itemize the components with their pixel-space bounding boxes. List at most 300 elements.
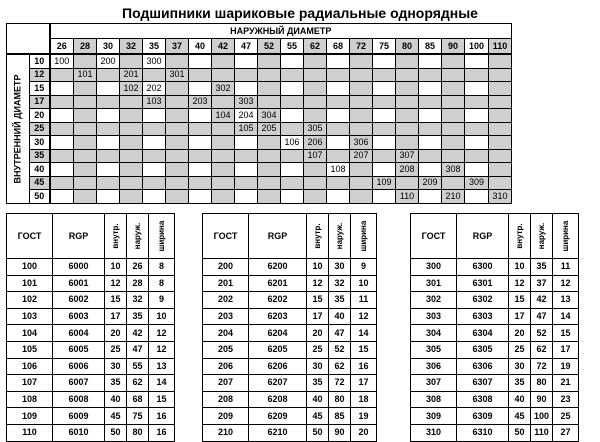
outer-diameter-header: 80	[396, 39, 419, 55]
series-100-table	[6, 213, 175, 442]
column-header-text: ширина	[358, 220, 368, 252]
inner-diameter-header: 20	[30, 109, 50, 123]
table-cell: 47	[127, 341, 149, 358]
matrix-cell: 204	[235, 109, 258, 123]
matrix-cell	[143, 190, 166, 204]
matrix-cell: 305	[304, 122, 327, 136]
outer-diameter-header: 37	[166, 39, 189, 55]
matrix-cell	[258, 136, 281, 150]
table-cell: 107	[7, 375, 53, 392]
table-cell: 72	[329, 375, 351, 392]
matrix-cell	[74, 54, 97, 68]
matrix-cell	[396, 136, 419, 150]
table-cell: 307	[411, 375, 457, 392]
table-row	[203, 408, 377, 425]
table-cell: 6009	[53, 408, 105, 425]
table-cell: 40	[307, 391, 329, 408]
table-row	[411, 259, 579, 276]
table-cell: 6006	[53, 358, 105, 375]
table-row	[411, 325, 579, 342]
matrix-cell	[235, 136, 258, 150]
table-cell: 35	[509, 375, 531, 392]
table-cell: 23	[553, 391, 579, 408]
table-row	[203, 424, 377, 441]
matrix-cell	[465, 122, 489, 136]
table-cell: 103	[7, 308, 53, 325]
table-cell: 9	[149, 292, 175, 309]
table-cell: 203	[203, 308, 249, 325]
table-cell: 6308	[457, 391, 509, 408]
column-header-text: внутр.	[312, 223, 322, 249]
outer-diameter-header: 42	[212, 39, 235, 55]
inner-diameter-header: 35	[30, 149, 50, 163]
matrix-cell	[396, 95, 419, 109]
column-header: ГОСТ	[203, 214, 249, 259]
matrix-cell	[235, 149, 258, 163]
outer-diameter-header: 28	[74, 39, 97, 55]
table-cell: 13	[149, 358, 175, 375]
table-cell: 32	[127, 292, 149, 309]
table-row	[411, 375, 579, 392]
table-row	[203, 308, 377, 325]
page-title: Подшипники шариковые радиальные однорядные	[122, 5, 478, 21]
table-cell: 45	[509, 408, 531, 425]
matrix-cell: 206	[304, 136, 327, 150]
outer-diameter-header: 52	[258, 39, 281, 55]
table-cell: 6201	[249, 275, 307, 292]
matrix-cell	[373, 190, 396, 204]
matrix-cell: 310	[489, 190, 512, 204]
matrix-cell	[74, 122, 97, 136]
matrix-cell	[189, 136, 212, 150]
table-cell: 35	[127, 308, 149, 325]
table-cell: 16	[149, 408, 175, 425]
matrix-cell	[350, 109, 373, 123]
matrix-cell	[143, 163, 166, 177]
matrix-cell	[166, 176, 189, 190]
matrix-cell	[166, 95, 189, 109]
matrix-cell: 104	[212, 109, 235, 123]
series-300-table	[410, 213, 579, 442]
matrix-cell	[304, 95, 327, 109]
column-header	[329, 214, 351, 259]
table-cell: 14	[351, 325, 377, 342]
matrix-cell	[465, 109, 489, 123]
table-cell: 15	[149, 391, 175, 408]
matrix-cell: 300	[143, 54, 166, 68]
matrix-cell	[419, 136, 442, 150]
matrix-row	[7, 163, 512, 177]
matrix-cell	[189, 176, 212, 190]
matrix-cell	[189, 190, 212, 204]
table-cell: 6309	[457, 408, 509, 425]
matrix-cell	[258, 163, 281, 177]
table-cell: 6204	[249, 325, 307, 342]
matrix-cell	[166, 54, 189, 68]
matrix-cell	[212, 163, 235, 177]
matrix-cell	[350, 95, 373, 109]
table-cell: 14	[553, 308, 579, 325]
table-cell: 12	[509, 275, 531, 292]
table-row	[411, 391, 579, 408]
table-cell: 90	[329, 424, 351, 441]
matrix-cell	[373, 122, 396, 136]
table-cell: 10	[307, 259, 329, 276]
table-cell: 309	[411, 408, 457, 425]
matrix-cell: 304	[258, 109, 281, 123]
table-cell: 105	[7, 341, 53, 358]
table-cell: 45	[307, 408, 329, 425]
matrix-cell	[442, 82, 465, 96]
table-cell: 104	[7, 325, 53, 342]
column-header-text: ширина	[156, 220, 166, 252]
matrix-cell	[120, 176, 143, 190]
matrix-cell	[74, 82, 97, 96]
inner-diameter-label	[7, 54, 30, 203]
matrix-cell	[304, 109, 327, 123]
table-row	[7, 292, 175, 309]
table-cell: 35	[329, 292, 351, 309]
table-cell: 6210	[249, 424, 307, 441]
table-cell: 15	[509, 292, 531, 309]
matrix-cell	[212, 68, 235, 82]
matrix-cell	[465, 68, 489, 82]
column-header-text: наруж.	[536, 222, 546, 250]
matrix-cell	[189, 163, 212, 177]
table-cell: 40	[329, 308, 351, 325]
table-cell: 25	[307, 341, 329, 358]
table-cell: 207	[203, 375, 249, 392]
matrix-cell	[74, 136, 97, 150]
matrix-cell	[120, 136, 143, 150]
table-cell: 8	[149, 259, 175, 276]
matrix-cell	[281, 176, 304, 190]
matrix-cell	[419, 54, 442, 68]
matrix-cell	[212, 122, 235, 136]
matrix-cell	[373, 95, 396, 109]
matrix-cell	[304, 190, 327, 204]
column-header: RGP	[53, 214, 105, 259]
matrix-cell	[189, 149, 212, 163]
table-cell: 62	[531, 341, 553, 358]
matrix-cell	[489, 136, 512, 150]
matrix-cell	[97, 122, 120, 136]
matrix-cell	[97, 95, 120, 109]
matrix-cell	[350, 163, 373, 177]
matrix-cell	[327, 95, 350, 109]
matrix-cell	[373, 163, 396, 177]
matrix-cell	[281, 82, 304, 96]
matrix-cell	[350, 68, 373, 82]
matrix-cell	[97, 163, 120, 177]
column-header	[149, 214, 175, 259]
matrix-cell	[120, 54, 143, 68]
matrix-cell	[50, 122, 74, 136]
matrix-cell	[74, 176, 97, 190]
table-cell: 6306	[457, 358, 509, 375]
matrix-cell: 307	[396, 149, 419, 163]
column-header	[531, 214, 553, 259]
table-cell: 85	[329, 408, 351, 425]
table-cell: 100	[531, 408, 553, 425]
matrix-cell	[489, 176, 512, 190]
table-row	[203, 375, 377, 392]
matrix-cell	[419, 149, 442, 163]
table-cell: 35	[105, 375, 127, 392]
table-cell: 47	[329, 325, 351, 342]
table-row	[411, 308, 579, 325]
table-cell: 32	[329, 275, 351, 292]
table-row	[203, 358, 377, 375]
table-cell: 47	[531, 308, 553, 325]
outer-diameter-header: 72	[350, 39, 373, 55]
matrix-cell	[212, 136, 235, 150]
matrix-cell	[465, 190, 489, 204]
table-cell: 37	[531, 275, 553, 292]
matrix-cell	[143, 122, 166, 136]
outer-diameter-header: 30	[97, 39, 120, 55]
matrix-cell	[442, 136, 465, 150]
table-cell: 12	[351, 308, 377, 325]
table-cell: 52	[329, 341, 351, 358]
table-cell: 62	[329, 358, 351, 375]
matrix-cell	[304, 163, 327, 177]
matrix-cell	[212, 95, 235, 109]
matrix-cell	[489, 149, 512, 163]
matrix-cell: 303	[235, 95, 258, 109]
matrix-cell: 108	[327, 163, 350, 177]
matrix-cell	[235, 82, 258, 96]
table-row	[203, 341, 377, 358]
table-row	[203, 275, 377, 292]
matrix-cell	[74, 190, 97, 204]
table-cell: 10	[149, 308, 175, 325]
series-200-table	[202, 213, 377, 442]
matrix-cell	[74, 163, 97, 177]
table-cell: 6004	[53, 325, 105, 342]
matrix-cell	[120, 95, 143, 109]
table-cell: 17	[509, 308, 531, 325]
matrix-cell: 100	[50, 54, 74, 68]
matrix-cell	[281, 163, 304, 177]
matrix-cell	[189, 68, 212, 82]
table-row	[411, 275, 579, 292]
table-cell: 6001	[53, 275, 105, 292]
matrix-row	[7, 176, 512, 190]
matrix-cell	[97, 109, 120, 123]
matrix-cell	[465, 95, 489, 109]
matrix-cell	[373, 82, 396, 96]
table-cell: 12	[149, 341, 175, 358]
matrix-cell	[327, 82, 350, 96]
matrix-cell	[258, 95, 281, 109]
matrix-row	[7, 82, 512, 96]
table-row	[411, 341, 579, 358]
table-cell: 15	[307, 292, 329, 309]
matrix-cell	[396, 176, 419, 190]
table-cell: 8	[149, 275, 175, 292]
matrix-cell: 210	[442, 190, 465, 204]
inner-diameter-header: 15	[30, 82, 50, 96]
table-row	[411, 292, 579, 309]
matrix-cell	[419, 109, 442, 123]
table-cell: 6205	[249, 341, 307, 358]
table-cell: 12	[149, 325, 175, 342]
table-cell: 19	[351, 408, 377, 425]
table-cell: 6206	[249, 358, 307, 375]
table-cell: 110	[7, 424, 53, 441]
matrix-cell: 200	[97, 54, 120, 68]
table-row	[7, 408, 175, 425]
table-cell: 27	[553, 424, 579, 441]
table-cell: 21	[553, 375, 579, 392]
table-cell: 17	[307, 308, 329, 325]
column-header: ГОСТ	[411, 214, 457, 259]
table-cell: 15	[553, 325, 579, 342]
matrix-cell	[120, 122, 143, 136]
table-row	[7, 275, 175, 292]
matrix-cell	[235, 163, 258, 177]
table-cell: 300	[411, 259, 457, 276]
table-cell: 30	[307, 358, 329, 375]
table-cell: 6307	[457, 375, 509, 392]
table-cell: 14	[149, 375, 175, 392]
matrix-cell	[189, 109, 212, 123]
table-cell: 101	[7, 275, 53, 292]
table-cell: 12	[553, 275, 579, 292]
matrix-cell	[419, 122, 442, 136]
table-cell: 306	[411, 358, 457, 375]
matrix-cell	[396, 122, 419, 136]
table-cell: 52	[531, 325, 553, 342]
matrix-cell	[258, 190, 281, 204]
outer-diameter-header: 100	[465, 39, 489, 55]
table-cell: 62	[127, 375, 149, 392]
table-cell: 15	[105, 292, 127, 309]
table-cell: 80	[531, 375, 553, 392]
matrix-cell: 205	[258, 122, 281, 136]
table-cell: 20	[105, 325, 127, 342]
matrix-cell	[143, 68, 166, 82]
matrix-cell	[350, 82, 373, 96]
matrix-cell: 309	[465, 176, 489, 190]
matrix-cell	[189, 82, 212, 96]
table-cell: 72	[531, 358, 553, 375]
table-cell: 6208	[249, 391, 307, 408]
matrix-cell	[350, 54, 373, 68]
matrix-cell	[258, 82, 281, 96]
matrix-cell	[258, 149, 281, 163]
table-cell: 6303	[457, 308, 509, 325]
table-cell: 6207	[249, 375, 307, 392]
table-cell: 11	[553, 259, 579, 276]
matrix-cell	[327, 149, 350, 163]
table-cell: 17	[553, 341, 579, 358]
matrix-cell	[419, 95, 442, 109]
matrix-cell	[442, 68, 465, 82]
column-header-text: наруж.	[132, 222, 142, 250]
table-cell: 35	[531, 259, 553, 276]
matrix-cell	[396, 109, 419, 123]
table-row	[7, 308, 175, 325]
column-header-text: ширина	[560, 220, 570, 252]
column-header	[127, 214, 149, 259]
table-cell: 12	[307, 275, 329, 292]
matrix-row	[7, 149, 512, 163]
inner-diameter-header: 10	[30, 54, 50, 68]
matrix-row	[7, 136, 512, 150]
matrix-cell	[235, 190, 258, 204]
table-row	[203, 325, 377, 342]
matrix-cell	[327, 176, 350, 190]
matrix-cell	[120, 163, 143, 177]
matrix-cell: 103	[143, 95, 166, 109]
column-header-text: внутр.	[110, 223, 120, 249]
table-cell: 6000	[53, 259, 105, 276]
matrix-cell	[120, 190, 143, 204]
table-cell: 206	[203, 358, 249, 375]
matrix-cell	[97, 136, 120, 150]
matrix-cell	[327, 122, 350, 136]
table-cell: 10	[509, 259, 531, 276]
matrix-cell: 207	[350, 149, 373, 163]
matrix-cell	[489, 163, 512, 177]
matrix-cell	[212, 176, 235, 190]
table-cell: 40	[105, 391, 127, 408]
table-cell: 310	[411, 424, 457, 441]
table-cell: 301	[411, 275, 457, 292]
table-row	[7, 259, 175, 276]
table-cell: 6301	[457, 275, 509, 292]
table-cell: 16	[351, 358, 377, 375]
table-cell: 9	[351, 259, 377, 276]
table-cell: 100	[7, 259, 53, 276]
matrix-cell	[442, 149, 465, 163]
matrix-cell	[396, 68, 419, 82]
column-header-text: наруж.	[334, 222, 344, 250]
matrix-cell	[350, 190, 373, 204]
table-cell: 10	[105, 259, 127, 276]
table-cell: 55	[127, 358, 149, 375]
matrix-cell: 201	[120, 68, 143, 82]
table-cell: 308	[411, 391, 457, 408]
matrix-cell	[304, 82, 327, 96]
matrix-cell	[327, 68, 350, 82]
matrix-cell	[373, 68, 396, 82]
table-cell: 17	[105, 308, 127, 325]
outer-diameter-header: 90	[442, 39, 465, 55]
matrix-cell	[120, 109, 143, 123]
matrix-cell	[373, 54, 396, 68]
column-header	[105, 214, 127, 259]
matrix-cell	[350, 176, 373, 190]
matrix-cell	[350, 122, 373, 136]
table-cell: 204	[203, 325, 249, 342]
table-cell: 15	[351, 341, 377, 358]
matrix-row	[7, 190, 512, 204]
matrix-cell	[97, 82, 120, 96]
matrix-cell	[50, 190, 74, 204]
matrix-cell	[281, 109, 304, 123]
matrix-cell	[235, 54, 258, 68]
matrix-corner	[7, 24, 50, 55]
matrix-cell	[465, 149, 489, 163]
table-cell: 25	[105, 341, 127, 358]
table-cell: 6310	[457, 424, 509, 441]
matrix-cell	[166, 136, 189, 150]
table-row	[7, 375, 175, 392]
table-cell: 12	[105, 275, 127, 292]
